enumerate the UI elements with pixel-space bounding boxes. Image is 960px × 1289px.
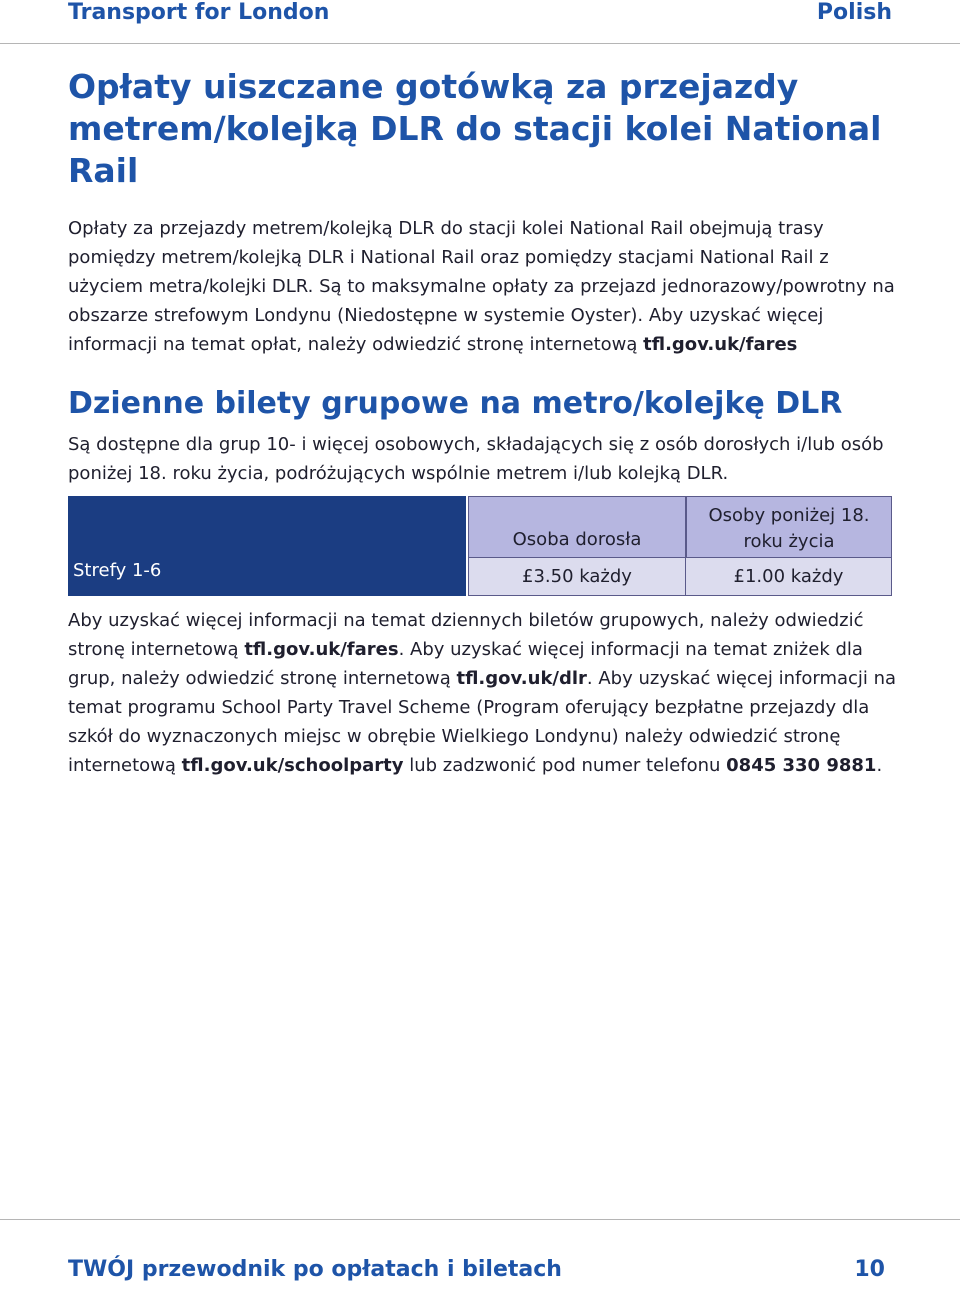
dlr-link[interactable]: tfl.gov.uk/dlr [456, 668, 587, 689]
page-header [0, 0, 960, 44]
intro-paragraph [68, 214, 898, 359]
footer-title: TWÓJ przewodnik po opłatach i biletach [68, 1257, 562, 1282]
more-info-text-4: lub zadzwonić pod numer telefonu [403, 755, 727, 776]
phone-number: 0845 330 9881 [726, 755, 877, 776]
zone-label: Strefy 1-6 [73, 560, 162, 581]
child-price: £1.00 każdy [686, 558, 892, 596]
intro-text: Opłaty za przejazdy metrem/kolejką DLR do stacji kolei National Rail obejmują trasy pomiędzy metrem/kolejką DLR i National Rail oraz pomiędzy stacjami National Rail z użyciem metra/kolejki DLR. Są to maksymalne opłaty za przejazd jednorazowy/powrotny na obszarze strefowym Londynu (Niedostępne w systemie Oyster). Aby uzyskać więcej informacji na temat opłat, należy odwiedzić stronę internetową [68, 218, 895, 355]
more-info-text-5: . [876, 755, 883, 776]
child-header: Osoby poniżej 18. roku życia [686, 496, 892, 558]
footer-divider [0, 1219, 960, 1220]
more-info-text-2: . Aby uzyskać więcej informacji na temat zniżek dla grup, należy odwiedzić stronę internetową [68, 639, 863, 689]
page-number: 10 [854, 1257, 885, 1282]
schoolparty-link[interactable]: tfl.gov.uk/schoolparty [181, 755, 404, 776]
more-info-paragraph [68, 606, 898, 780]
brand-name: Transport for London [68, 0, 330, 25]
language-label: Polish [816, 0, 892, 25]
section-heading: Dzienne bilety grupowe na metro/kolejkę DLR [68, 386, 843, 421]
adult-header: Osoba dorosła [468, 496, 686, 558]
section-description: Są dostępne dla grup 10- i więcej osobowych, składających się z osób dorosłych i/lub osób poniżej 18. roku życia, podróżujących wspólnie metrem i/lub kolejką DLR. [68, 434, 884, 484]
page-title: Opłaty uiszczane gotówką za przejazdy metrem/kolejką DLR do stacji kolei National Rail [68, 67, 882, 190]
more-info-text-3: . Aby uzyskać więcej informacji na temat programu School Party Travel Scheme (Program oferujący bezpłatne przejazdy dla szkół do wyznaczonych miejsc w obrębie Wielkiego Londynu) należy odwiedzić stronę internetową [68, 668, 897, 776]
fare-table [68, 496, 892, 596]
more-info-text-1: Aby uzyskać więcej informacji na temat dziennych biletów grupowych, należy odwiedzić stronę internetową [68, 610, 864, 660]
fares-link-2[interactable]: tfl.gov.uk/fares [244, 639, 399, 660]
zone-cell [68, 496, 466, 596]
fares-link[interactable]: tfl.gov.uk/fares [643, 334, 798, 355]
adult-price: £3.50 każdy [468, 558, 686, 596]
